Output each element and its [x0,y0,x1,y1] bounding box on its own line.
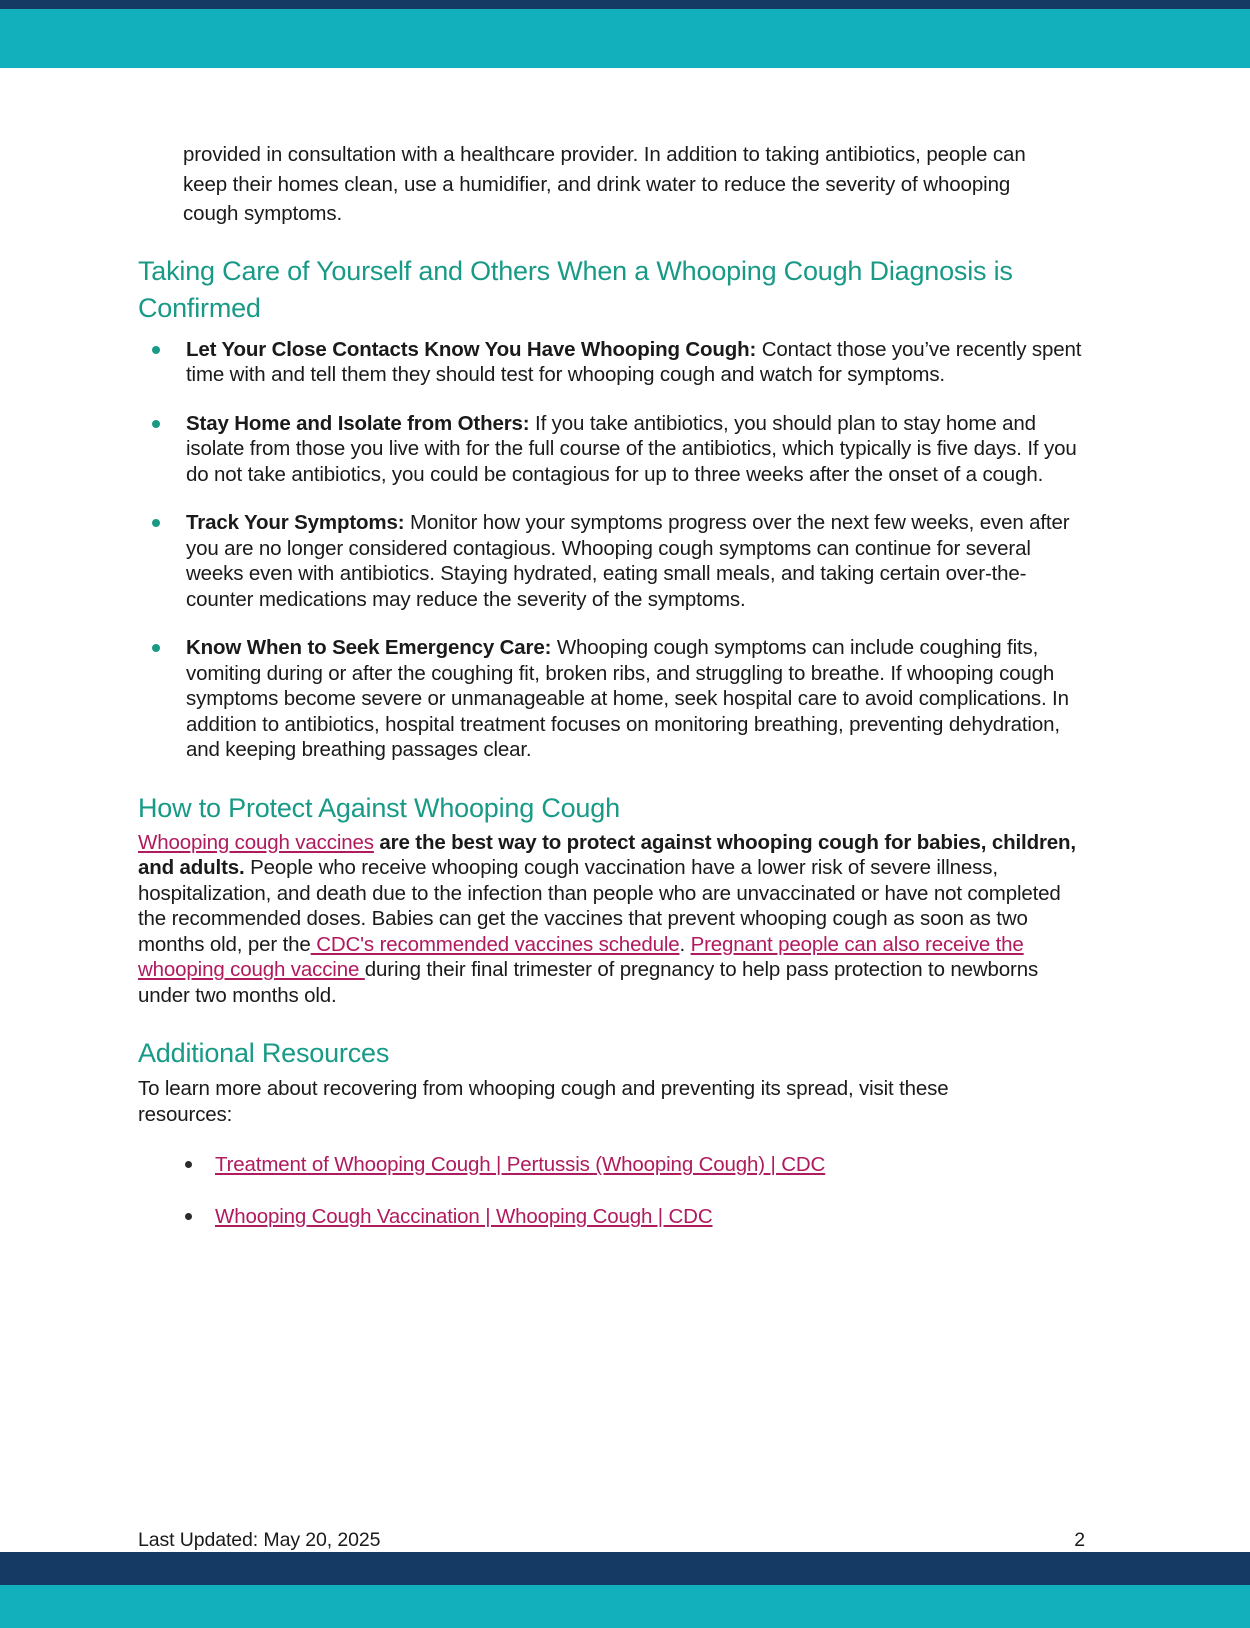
page-number: 2 [1074,1529,1085,1551]
heading-taking-care: Taking Care of Yourself and Others When a Whooping Cough Diagnosis is Confirmed [138,255,1013,323]
bullet-dot-icon [185,1213,192,1220]
bullet-dot-icon [152,519,160,527]
resources-intro-text: To learn more about recovering from whooping cough and preventing its spread, visit these resources: [138,1077,949,1126]
heading-additional-resources: Additional Resources [138,1038,390,1068]
taking-care-list [138,327,1085,763]
list-item [138,1152,1085,1178]
link-whooping-cough-vaccines[interactable]: Whooping cough vaccines [138,830,374,854]
bottom-teal-footer-bar [0,1585,1250,1628]
list-item-body: Monitor how your symptoms progress over the next few weeks, even after you are no longer considered contagious. Whooping cough symptoms can continue for several weeks even with antibiotics. Staying hydrated, eating small meals, and taking certain over-the-counter medications may reduce the severity of the symptoms. [186,511,1070,611]
link-cdc-recommended-vaccines-schedule[interactable]: CDC's recommended vaccines schedule [310,932,680,956]
link-pregnant-people-vaccine[interactable]: Pregnant people can also receive the whooping cough vaccine [138,932,1024,981]
protect-text-3: during their final trimester of pregnancy to help pass protection to newborns under two months old. [138,958,1039,1007]
link-whooping-cough-vaccination[interactable]: Whooping Cough Vaccination | Whooping Cough | CDC [215,1205,713,1228]
protect-paragraph [138,827,1085,1009]
protect-bold-text: are the best way to protect against whooping cough for babies, children, and adults. [138,830,1076,879]
intro-paragraph: provided in consultation with a healthcare provider. In addition to taking antibiotics, people can keep their homes clean, use a humidifier, and drink water to reduce the severity of whooping cough symptoms. [183,143,1026,225]
list-item [138,635,1085,763]
page-footer [138,1529,1085,1552]
list-item-lead: Let Your Close Contacts Know You Have Whooping Cough: [186,337,757,361]
page-content [0,68,1250,1552]
link-treatment-of-whooping-cough[interactable]: Treatment of Whooping Cough | Pertussis (Whooping Cough) | CDC [215,1153,826,1176]
resources-list [138,1128,1085,1230]
list-item [138,510,1085,612]
list-item [138,411,1085,488]
last-updated-text: Last Updated: May 20, 2025 [138,1529,381,1551]
list-item-lead: Track Your Symptoms: [186,511,405,534]
bullet-dot-icon [152,420,160,428]
top-navy-accent-bar [0,0,1250,9]
list-item-body: If you take antibiotics, you should plan to stay home and isolate from those you live with for the full course of the antibiotics, which typically is five days. If you do not take antibiotics, you could be contagious for up to three weeks after the onset of a cough. [186,411,1077,486]
list-item-lead: Know When to Seek Emergency Care: [186,636,552,659]
bullet-dot-icon [152,346,160,354]
bullet-dot-icon [152,644,160,652]
protect-text-2: . [679,932,691,956]
heading-how-to-protect: How to Protect Against Whooping Cough [138,792,620,823]
bottom-navy-accent-bar [0,1552,1250,1585]
bullet-dot-icon [185,1161,192,1168]
list-item-body: Whooping cough symptoms can include coughing fits, vomiting during or after the coughing fit, broken ribs, and struggling to breathe. If whooping cough symptoms become severe or unmanageable at home, seek hospital care to avoid complications. In addition to antibiotics, hospital treatment focuses on monitoring breathing, preventing dehydration, and keeping breathing passages clear. [186,636,1069,761]
top-teal-header-bar [0,9,1250,68]
list-item [138,1204,1085,1230]
list-item-body: Contact those you’ve recently spent time with and tell them they should test for whooping cough and watch for symptoms. [186,337,1082,386]
protect-text-1: People who receive whooping cough vaccination have a lower risk of severe illness, hospitalization, and death due to the infection than people who are unvaccinated or have not completed the recommended doses. Babies can get the vaccines that prevent whooping cough as soon as two months old, per the [138,856,1061,956]
list-item [138,337,1085,388]
list-item-lead: Stay Home and Isolate from Others: [186,411,530,435]
